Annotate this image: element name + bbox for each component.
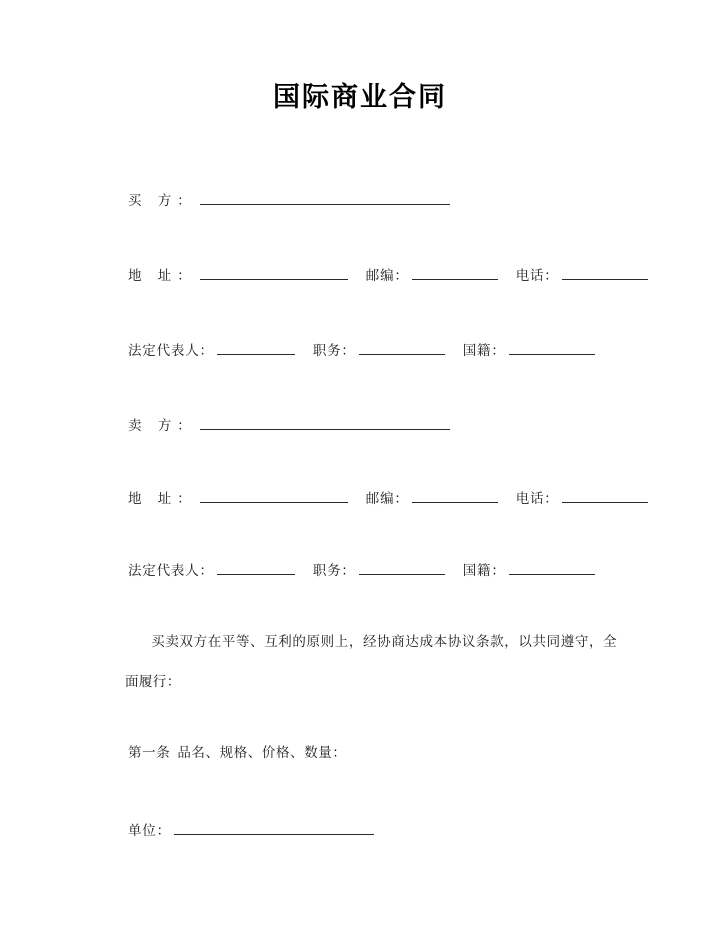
buyer-address-row [128,265,648,287]
seller-address-input[interactable] [200,489,348,503]
unit-label: 单位： [128,823,171,839]
seller-party-label: 卖 方： [128,418,197,434]
buyer-phone-label: 电话： [515,268,559,284]
buyer-party-input[interactable] [200,191,450,205]
unit-input[interactable] [174,821,374,835]
seller-legal-rep-label: 法定代表人： [128,563,214,579]
buyer-nationality-input[interactable] [509,341,595,355]
seller-legal-rep-row [128,560,648,582]
seller-party-row [128,415,648,437]
buyer-postcode-label: 邮编： [365,268,409,284]
seller-legal-rep-input[interactable] [217,561,295,575]
buyer-address-label: 地 址： [128,268,197,284]
seller-party-input[interactable] [200,416,450,430]
seller-phone-input[interactable] [562,489,648,503]
buyer-postcode-input[interactable] [412,266,498,280]
seller-address-label: 地 址： [128,491,197,507]
page-title: 国际商业合同 [273,82,447,113]
buyer-phone-input[interactable] [562,266,648,280]
buyer-position-input[interactable] [359,341,445,355]
buyer-position-label: 职务： [312,343,356,359]
clause-one-heading: 品名、规格、价格、数量： [177,745,347,761]
buyer-address-input[interactable] [200,266,348,280]
seller-position-label: 职务： [312,563,356,579]
buyer-party-row [128,190,648,212]
preamble-text: 买卖双方在平等、互利的原则上，经协商达成本协议条款，以共同遵守，全面履行： [125,634,617,690]
seller-position-input[interactable] [359,561,445,575]
unit-row [128,820,648,842]
seller-postcode-input[interactable] [412,489,498,503]
buyer-legal-rep-row [128,340,648,362]
seller-postcode-label: 邮编： [365,491,409,507]
seller-nationality-input[interactable] [509,561,595,575]
buyer-party-label: 买 方： [128,193,197,209]
seller-nationality-label: 国籍： [462,563,506,579]
preamble-paragraph [125,622,617,702]
clause-one-row [128,742,347,764]
buyer-legal-rep-label: 法定代表人： [128,343,214,359]
seller-phone-label: 电话： [515,491,559,507]
seller-address-row [128,488,648,510]
buyer-nationality-label: 国籍： [462,343,506,359]
clause-one-number: 第一条 [128,745,171,761]
buyer-legal-rep-input[interactable] [217,341,295,355]
